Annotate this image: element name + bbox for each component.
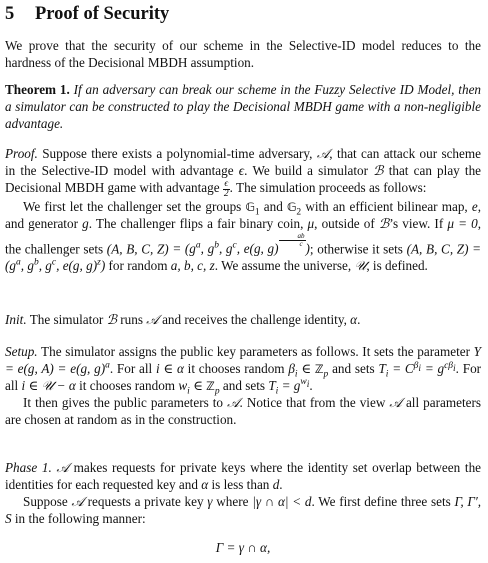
math-adversary: 𝒜 (71, 493, 84, 509)
proof-text: ’s view. If (389, 215, 444, 231)
math-overlap-bound: |γ ∩ α| < d (252, 493, 312, 509)
proof-text: . We assume the universe, (214, 257, 352, 273)
proof-text: , outside of (314, 215, 375, 231)
phase1-paragraph-2 (5, 494, 481, 528)
section-number: 5 (5, 4, 15, 24)
setup-text: and sets (222, 377, 266, 393)
proof-paragraph-1 (5, 146, 481, 199)
phase1-text: in the following manner: (14, 510, 146, 526)
math-adversary: 𝒜 (227, 394, 240, 410)
setup-text: all parameters are chosen at random as in the construction. (5, 394, 482, 427)
phase1-text: is less than (211, 476, 270, 492)
math-epsilon: ϵ (238, 162, 245, 178)
init-text: The simulator (29, 312, 104, 327)
math-w-i: $w_i$ ∈ (178, 377, 207, 397)
math-group-g2: 𝔾 (286, 199, 297, 214)
setup-text: The simulator assigns the public key parameters as follows. It sets the parameter (41, 344, 470, 359)
math-e: e (471, 198, 478, 214)
setup-text: . (309, 377, 313, 393)
math-g: g (82, 215, 89, 231)
math-simulator: ℬ (373, 162, 384, 178)
proof-text: . We build a simulator (244, 162, 368, 178)
phase1-paragraph-1 (5, 460, 481, 494)
math-group-g1: 𝔾 (245, 199, 255, 214)
math-simulator: ℬ (378, 215, 390, 231)
init-paragraph (5, 312, 481, 329)
math-tuple: (A, B, C, Z) (406, 241, 469, 257)
math-adversary: 𝒜 (56, 460, 69, 475)
math-adversary: 𝒜 (316, 146, 330, 161)
math-alpha: α (201, 476, 209, 492)
math-adversary: 𝒜 (146, 312, 159, 327)
math-ti-random: $T_i = g^{w_i}$ (268, 377, 310, 397)
math-alpha: α (350, 312, 358, 327)
math-mu: μ (307, 215, 315, 231)
proof-label: Proof. (5, 146, 38, 161)
setup-label: Setup. (5, 344, 38, 359)
init-text: and receives the challenge identity, (162, 312, 347, 327)
math-tuple: (A, B, C, Z) (106, 241, 169, 257)
phase1-text: makes requests for private keys where the identity set overlap between the identities for each requested key and (5, 460, 482, 492)
phase1-label: Phase 1. (5, 460, 52, 475)
proof-text: with an efficient bilinear map, (305, 198, 468, 214)
init-text: runs (120, 312, 143, 327)
setup-text: . Notice that from the view (239, 394, 386, 410)
math-advantage-fraction: $\frac{\epsilon}{2}$ (223, 178, 229, 199)
phase1-text: . (279, 476, 283, 492)
math-i-in-u-minus-alpha: i ∈ 𝒰 − α (21, 377, 76, 393)
setup-text: It then gives the public parameters to (23, 394, 224, 410)
section-heading (5, 3, 481, 25)
math-abcz: a, b, c, z (170, 257, 215, 273)
math-zp: ℤ (314, 361, 324, 376)
math-zp: ℤ (206, 378, 215, 393)
math-i-in-alpha: i ∈ α (155, 360, 184, 376)
setup-text: and sets (332, 360, 375, 376)
proof-text: . The simulation proceeds as follows: (229, 179, 427, 195)
math-subscript: 2 (296, 207, 302, 218)
math-gamma: γ (207, 493, 213, 509)
phase1-text: Suppose (23, 493, 68, 509)
math-sets: Γ, Γ′, S (5, 493, 482, 526)
setup-block (5, 344, 481, 429)
proof-text: , that can attack our scheme in the Selective-ID model with advantage (5, 146, 481, 178)
setup-text: it chooses random (187, 360, 285, 376)
math-param-y: Y = e(g, A) = e(g, g)$^a$ (5, 344, 481, 376)
setup-paragraph-1: Setup. The simulator assigns the public key parameters as follows. It sets the parameter Y = e(g, A) = e(g, g)$^a$. For all i ∈ α it chooses random $\beta_i$ ∈ ℤ$_p$ and sets $T_i = C^{\beta_i} = g^{c\beta_i}$. For all i ∈ 𝒰 − α it chooses random $w_i$ ∈ ℤ$_p$ and sets $T_i = g^{w_i}$. (5, 344, 482, 397)
proof-text: ; otherwise it sets (309, 241, 403, 257)
math-adversary: 𝒜 (389, 394, 402, 410)
proof-text: for random (108, 257, 168, 273)
setup-text: it chooses random (79, 377, 176, 393)
math-subscript: 1 (254, 207, 260, 218)
theorem-statement: If an adversary can break our scheme in the Fuzzy Selective ID Model, then a simulator can be constructed to play the Decisional MBDH game with a non-negligible advantage. (5, 82, 482, 131)
proof-text: , is defined. (366, 257, 428, 273)
intro-paragraph: We prove that the security of our scheme in the Selective-ID model reduces to the hardness of the Decisional MBDH assumption. (5, 38, 481, 70)
proof-text: We first let the challenger set the groups (23, 198, 242, 214)
phase1-block (5, 460, 481, 528)
math-random-tuple: = ($g^a$, $g^b$, $g^c$, e(g, g)$^z$) (5, 241, 482, 273)
math-ti-setting: $T_i = C^{\beta_i} = g^{c\beta_i}$ (378, 360, 456, 380)
setup-text: . For all (109, 360, 153, 376)
theorem-label: Theorem 1. (5, 82, 70, 97)
proof-paragraph-2: We first let the challenger set the groups 𝔾$_1$ and 𝔾$_2$ with an efficient bilinear map, e, and generator g. The challenger flips a fair binary coin, μ, outside of ℬ’s view. If μ = 0, the challenger sets (A, B, C, $Z) = (g^a$, $g^b$, $g^c$, e(g, g) $^{\frac{ab}{c}}$ ); otherwise it sets (A, B, C, $Z) = (g^a$, $g^b$, $g^c$, e(g, g)$^z$) for random a, b, c, z. We assume the universe, 𝒰, is defined. (5, 198, 482, 273)
proof-block (5, 146, 481, 275)
phase1-text: where (216, 493, 249, 509)
math-universe: 𝒰 (354, 257, 367, 273)
math-real-tuple: = ($g^a$, $g^b$, $g^c$, e(g, g) $^{\frac{ab}{c}}$ ) (172, 231, 310, 257)
proof-text: Suppose there exists a polynomial-time adversary, (42, 146, 313, 161)
math-d: d (272, 476, 280, 492)
math-simulator: ℬ (106, 312, 117, 327)
math-beta-i: $\beta_i$ ∈ (288, 360, 315, 380)
equation-gamma: Γ = γ ∩ α, (215, 540, 271, 555)
proof-text: . The challenger flips a fair binary coin, (88, 215, 304, 231)
proof-text: and (263, 198, 283, 214)
init-label: Init. (5, 312, 27, 327)
proof-text: that can play the Decisional MBDH game with advantage (5, 162, 482, 195)
section-title: Proof of Security (35, 4, 170, 24)
setup-paragraph-2 (5, 395, 481, 429)
init-text: . (357, 312, 361, 327)
proof-text: and generator (5, 215, 78, 231)
setup-text: . For all (5, 360, 482, 393)
phase1-text: requests a private key (87, 493, 204, 509)
phase1-text: . We first define three sets (311, 493, 451, 509)
theorem-1 (5, 82, 481, 133)
math-mu-zero: μ = 0 (447, 215, 478, 231)
proof-text: , the challenger sets (5, 215, 482, 257)
